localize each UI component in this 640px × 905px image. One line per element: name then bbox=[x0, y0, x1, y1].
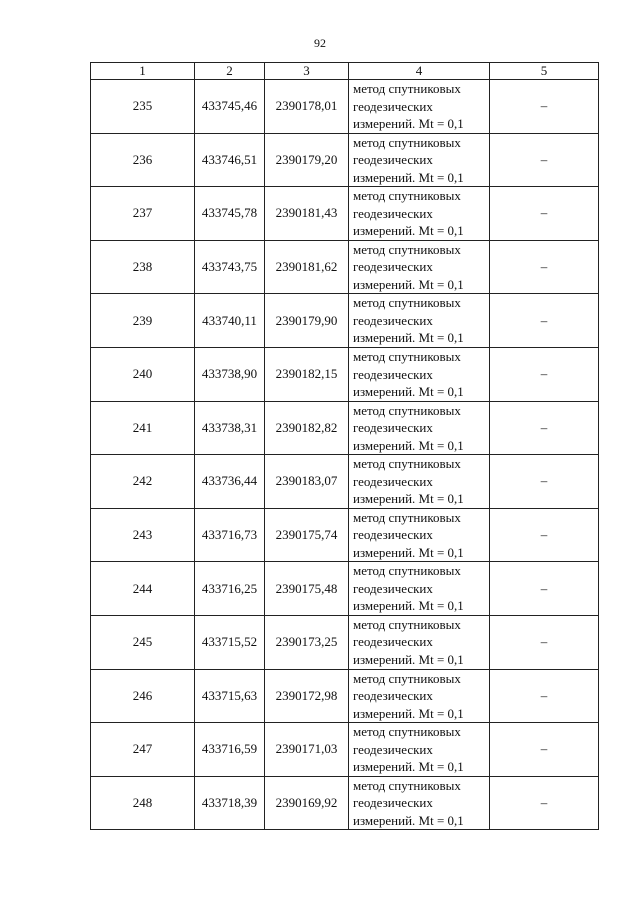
method-cell bbox=[349, 240, 490, 294]
method-text-line: геодезических bbox=[353, 420, 433, 436]
x-coordinate-cell: 433745,46 bbox=[195, 80, 265, 134]
y-coordinate-cell: 2390179,90 bbox=[265, 294, 349, 348]
point-number-cell: 242 bbox=[91, 455, 195, 509]
method-text-line: метод спутниковых bbox=[353, 509, 461, 525]
note-cell: – bbox=[490, 669, 599, 723]
method-text-line: измерений. Mt = 0,1 bbox=[353, 544, 464, 560]
note-cell: – bbox=[490, 455, 599, 509]
method-text-line: измерений. Mt = 0,1 bbox=[353, 116, 464, 132]
method-text-line: измерений. Mt = 0,1 bbox=[353, 330, 464, 346]
method-text-line: метод спутниковых bbox=[353, 349, 461, 365]
method-text-line: метод спутниковых bbox=[353, 456, 461, 472]
method-text-line: метод спутниковых bbox=[353, 295, 461, 311]
point-number-cell: 236 bbox=[91, 133, 195, 187]
table-row bbox=[91, 669, 599, 723]
method-cell bbox=[349, 723, 490, 777]
y-coordinate-cell: 2390178,01 bbox=[265, 80, 349, 134]
method-cell bbox=[349, 455, 490, 509]
y-coordinate-cell: 2390182,15 bbox=[265, 347, 349, 401]
x-coordinate-cell: 433715,63 bbox=[195, 669, 265, 723]
x-coordinate-cell: 433745,78 bbox=[195, 187, 265, 241]
point-number-cell: 238 bbox=[91, 240, 195, 294]
x-coordinate-cell: 433716,59 bbox=[195, 723, 265, 777]
method-cell bbox=[349, 776, 490, 830]
point-number-cell: 237 bbox=[91, 187, 195, 241]
method-text-line: геодезических bbox=[353, 152, 433, 168]
method-text-line: геодезических bbox=[353, 98, 433, 114]
table-row bbox=[91, 455, 599, 509]
method-text-line: измерений. Mt = 0,1 bbox=[353, 223, 464, 239]
method-cell bbox=[349, 615, 490, 669]
y-coordinate-cell: 2390171,03 bbox=[265, 723, 349, 777]
note-cell: – bbox=[490, 776, 599, 830]
method-text-line: измерений. Mt = 0,1 bbox=[353, 812, 464, 828]
table-row bbox=[91, 80, 599, 134]
column-header-4: 4 bbox=[349, 63, 490, 80]
table-row bbox=[91, 401, 599, 455]
method-text-line: измерений. Mt = 0,1 bbox=[353, 759, 464, 775]
method-text-line: измерений. Mt = 0,1 bbox=[353, 651, 464, 667]
note-cell: – bbox=[490, 723, 599, 777]
note-cell: – bbox=[490, 401, 599, 455]
note-cell: – bbox=[490, 615, 599, 669]
x-coordinate-cell: 433738,90 bbox=[195, 347, 265, 401]
column-header-3: 3 bbox=[265, 63, 349, 80]
header-row bbox=[91, 63, 599, 80]
method-cell bbox=[349, 508, 490, 562]
y-coordinate-cell: 2390173,25 bbox=[265, 615, 349, 669]
method-text-line: метод спутниковых bbox=[353, 616, 461, 632]
point-number-cell: 247 bbox=[91, 723, 195, 777]
point-number-cell: 246 bbox=[91, 669, 195, 723]
x-coordinate-cell: 433743,75 bbox=[195, 240, 265, 294]
method-text-line: геодезических bbox=[353, 527, 433, 543]
y-coordinate-cell: 2390169,92 bbox=[265, 776, 349, 830]
table-row bbox=[91, 776, 599, 830]
y-coordinate-cell: 2390172,98 bbox=[265, 669, 349, 723]
point-number-cell: 239 bbox=[91, 294, 195, 348]
x-coordinate-cell: 433736,44 bbox=[195, 455, 265, 509]
method-text-line: метод спутниковых bbox=[353, 134, 461, 150]
method-text-line: геодезических bbox=[353, 741, 433, 757]
note-cell: – bbox=[490, 562, 599, 616]
method-text-line: измерений. Mt = 0,1 bbox=[353, 437, 464, 453]
x-coordinate-cell: 433715,52 bbox=[195, 615, 265, 669]
method-text-line: геодезических bbox=[353, 473, 433, 489]
method-text-line: геодезических bbox=[353, 259, 433, 275]
note-cell: – bbox=[490, 294, 599, 348]
method-text-line: метод спутниковых bbox=[353, 241, 461, 257]
method-text-line: геодезических bbox=[353, 366, 433, 382]
method-text-line: геодезических bbox=[353, 795, 433, 811]
x-coordinate-cell: 433740,11 bbox=[195, 294, 265, 348]
point-number-cell: 245 bbox=[91, 615, 195, 669]
coordinates-table bbox=[90, 62, 599, 830]
table-row bbox=[91, 562, 599, 616]
method-cell bbox=[349, 294, 490, 348]
method-text-line: измерений. Mt = 0,1 bbox=[353, 276, 464, 292]
y-coordinate-cell: 2390181,62 bbox=[265, 240, 349, 294]
method-text-line: метод спутниковых bbox=[353, 670, 461, 686]
table-header bbox=[91, 63, 599, 80]
y-coordinate-cell: 2390179,20 bbox=[265, 133, 349, 187]
y-coordinate-cell: 2390175,48 bbox=[265, 562, 349, 616]
point-number-cell: 240 bbox=[91, 347, 195, 401]
method-text-line: геодезических bbox=[353, 205, 433, 221]
table-row bbox=[91, 347, 599, 401]
y-coordinate-cell: 2390181,43 bbox=[265, 187, 349, 241]
note-cell: – bbox=[490, 187, 599, 241]
method-cell bbox=[349, 133, 490, 187]
y-coordinate-cell: 2390183,07 bbox=[265, 455, 349, 509]
method-text-line: геодезических bbox=[353, 312, 433, 328]
method-text-line: метод спутниковых bbox=[353, 724, 461, 740]
x-coordinate-cell: 433718,39 bbox=[195, 776, 265, 830]
x-coordinate-cell: 433716,25 bbox=[195, 562, 265, 616]
method-text-line: измерений. Mt = 0,1 bbox=[353, 705, 464, 721]
method-cell bbox=[349, 401, 490, 455]
point-number-cell: 243 bbox=[91, 508, 195, 562]
note-cell: – bbox=[490, 240, 599, 294]
table-row bbox=[91, 187, 599, 241]
table-row bbox=[91, 508, 599, 562]
method-text-line: метод спутниковых bbox=[353, 777, 461, 793]
x-coordinate-cell: 433746,51 bbox=[195, 133, 265, 187]
method-text-line: геодезических bbox=[353, 688, 433, 704]
y-coordinate-cell: 2390175,74 bbox=[265, 508, 349, 562]
method-text-line: метод спутниковых bbox=[353, 81, 461, 97]
note-cell: – bbox=[490, 80, 599, 134]
table-row bbox=[91, 615, 599, 669]
table-row bbox=[91, 240, 599, 294]
y-coordinate-cell: 2390182,82 bbox=[265, 401, 349, 455]
point-number-cell: 244 bbox=[91, 562, 195, 616]
point-number-cell: 248 bbox=[91, 776, 195, 830]
method-text-line: метод спутниковых bbox=[353, 188, 461, 204]
method-cell bbox=[349, 669, 490, 723]
column-header-5: 5 bbox=[490, 63, 599, 80]
page-number: 92 bbox=[314, 36, 326, 50]
method-cell bbox=[349, 562, 490, 616]
method-text-line: измерений. Mt = 0,1 bbox=[353, 491, 464, 507]
method-text-line: геодезических bbox=[353, 634, 433, 650]
x-coordinate-cell: 433738,31 bbox=[195, 401, 265, 455]
method-text-line: геодезических bbox=[353, 580, 433, 596]
point-number-cell: 235 bbox=[91, 80, 195, 134]
table-row bbox=[91, 133, 599, 187]
method-cell bbox=[349, 187, 490, 241]
method-cell bbox=[349, 80, 490, 134]
method-text-line: метод спутниковых bbox=[353, 563, 461, 579]
note-cell: – bbox=[490, 133, 599, 187]
note-cell: – bbox=[490, 508, 599, 562]
column-header-2: 2 bbox=[195, 63, 265, 80]
table-row bbox=[91, 723, 599, 777]
column-header-1: 1 bbox=[91, 63, 195, 80]
method-text-line: измерений. Mt = 0,1 bbox=[353, 169, 464, 185]
x-coordinate-cell: 433716,73 bbox=[195, 508, 265, 562]
method-text-line: измерений. Mt = 0,1 bbox=[353, 598, 464, 614]
point-number-cell: 241 bbox=[91, 401, 195, 455]
method-text-line: измерений. Mt = 0,1 bbox=[353, 384, 464, 400]
note-cell: – bbox=[490, 347, 599, 401]
method-cell bbox=[349, 347, 490, 401]
table-row bbox=[91, 294, 599, 348]
table-body bbox=[91, 80, 599, 830]
method-text-line: метод спутниковых bbox=[353, 402, 461, 418]
